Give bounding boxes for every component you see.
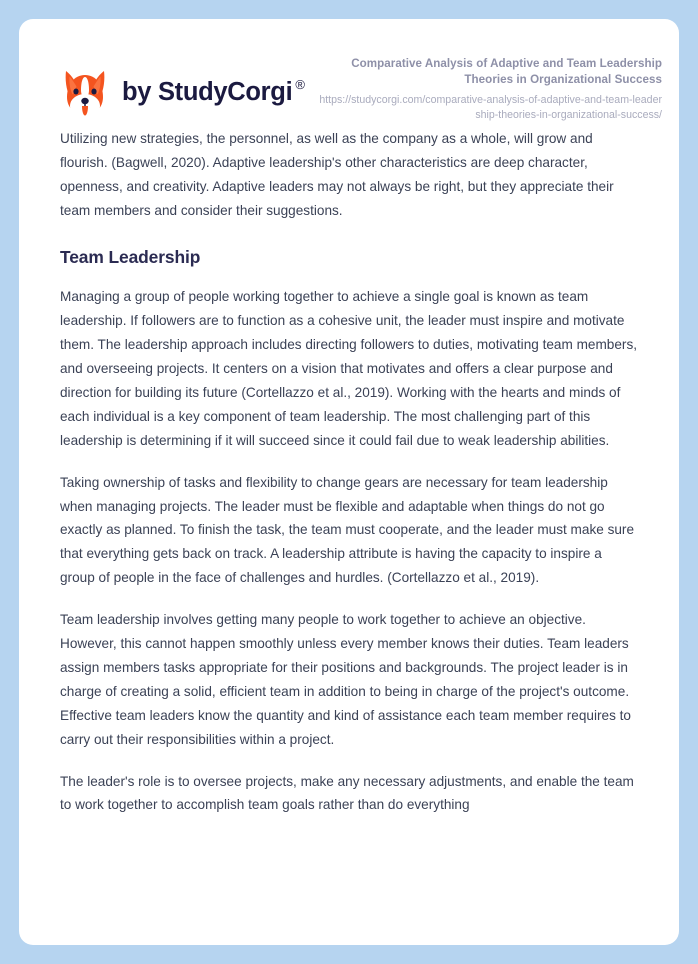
paragraph: The leader's role is to oversee projects, make any necessary adjustments, and enable the team to work together to accomplish team goals rather than do everything xyxy=(60,773,634,813)
document-url[interactable]: https://studycorgi.com/comparative-analysis-of-adaptive-and-team-leadership-theories-in-organizational-success/ xyxy=(319,93,662,121)
brand-block xyxy=(60,54,305,118)
paragraph: Taking ownership of tasks and flexibility to change gears are necessary for team leadership when managing projects. The leader must be flexible and adaptable when things do not go exactly as planned. To finish the task, the team must cooperate, and the leader must make sure that everything gets back on track. A leadership attribute is having the capacity to inspire a group of people in the face of challenges and hurdles. (Cortellazzo et al., 2019). xyxy=(60,474,635,586)
paragraph: Utilizing new strategies, the personnel, as well as the company as a whole, will grow and flourish. (Bagwell, 2020). Adaptive leadership's other characteristics are deep character, openness, and creativity. Adaptive leaders may not always be right, but they appreciate their team members and consider their suggestions. xyxy=(60,131,614,218)
document-meta xyxy=(316,54,662,123)
brand-wordmark xyxy=(122,77,305,107)
document-header xyxy=(19,19,679,127)
registered-trademark-icon: ® xyxy=(295,77,305,93)
paragraph: Team leadership involves getting many people to work together to achieve an objective. However, this cannot happen smoothly unless every member knows their duties. Team leaders assign members tasks appropriate for their positions and backgrounds. The project leader is in charge of creating a solid, efficient team in addition to being in charge of the project's outcome. Effective team leaders know the quantity and kind of assistance each team member requires to carry out their responsibilities within a project. xyxy=(60,612,631,747)
corgi-logo-icon xyxy=(60,68,110,118)
brand-name: by StudyCorgi xyxy=(122,78,293,107)
section-heading: Team Leadership xyxy=(60,246,201,267)
paragraph: Managing a group of people working together to achieve a single goal is known as team leadership. If followers are to function as a cohesive unit, the leader must inspire and motivate them. The leadership approach includes directing followers to duties, motivating team members, and overseeing projects. It centers on a vision that motivates and offers a clear purpose and direction for building its future (Cortellazzo et al., 2019). Working with the hearts and minds of each individual is a key component of team leadership. The most challenging part of this leadership is determining if it will succeed since it could fail due to weak leadership abilities. xyxy=(60,289,638,448)
document-body xyxy=(19,127,679,817)
document-page xyxy=(19,19,679,945)
document-title: Comparative Analysis of Adaptive and Team Leadership Theories in Organizational Success xyxy=(351,57,662,87)
